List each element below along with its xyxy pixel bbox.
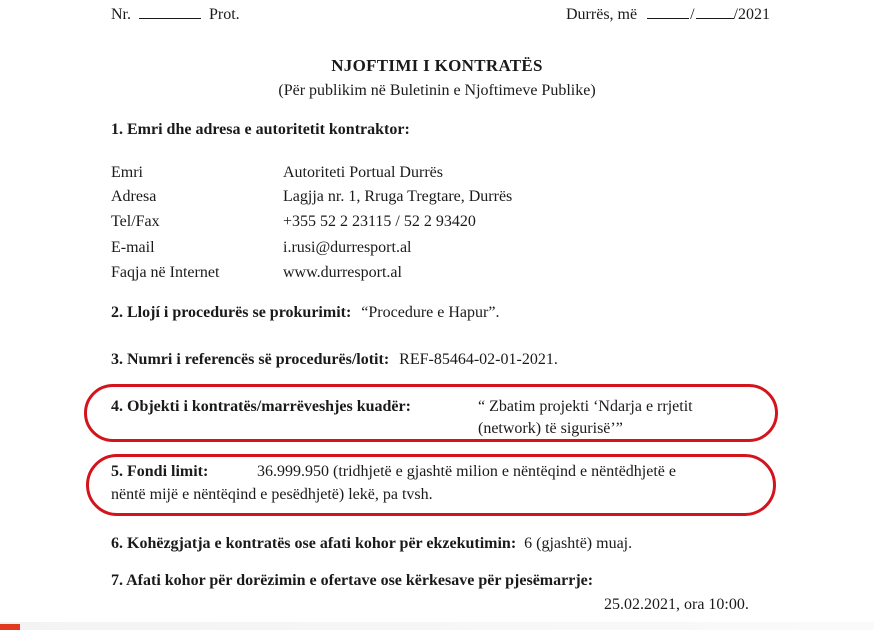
section2-value: “Procedure e Hapur”.	[361, 304, 500, 321]
header-date: Durrës, më / /2021	[566, 6, 770, 23]
section3-value: REF-85464-02-01-2021.	[399, 351, 558, 368]
section7-value: 25.02.2021, ora 10:00.	[604, 596, 749, 613]
section6-heading: 6. Kohëzgjatja e kontratës ose afati kohor për ekzekutimin:	[111, 535, 517, 552]
year-label: /2021	[733, 6, 770, 23]
section3	[111, 351, 558, 369]
section2	[111, 304, 499, 322]
label-adresa: Adresa	[111, 188, 157, 205]
section4-value-line1: “ Zbatim projekti ‘Ndarja e rrjetit	[478, 398, 693, 415]
label-emri: Emri	[111, 164, 143, 181]
section6-value: 6 (gjashtë) muaj.	[524, 535, 633, 552]
value-emri: Autoriteti Portual Durrës	[283, 164, 443, 181]
section3-heading: 3. Numri i referencës së procedurës/lotit:	[111, 351, 390, 368]
value-email: i.rusi@durresport.al	[283, 239, 412, 256]
nr-label: Nr.	[111, 6, 131, 23]
label-email: E-mail	[111, 239, 155, 256]
bottom-mark	[0, 624, 20, 630]
section2-heading: 2. Llojí i procedurës se prokurimit:	[111, 304, 352, 321]
section5-heading: 5. Fondi limit:	[111, 463, 209, 480]
value-website: www.durresport.al	[283, 264, 402, 281]
section5-value-line1: 36.999.950 (tridhjetë e gjashtë milion e nëntëqind e nëntëdhjetë e	[257, 463, 676, 480]
label-website: Faqja në Internet	[111, 264, 220, 281]
section4-heading: 4. Objekti i kontratës/marrëveshjes kuadër:	[111, 398, 411, 415]
value-telfax: +355 52 2 23115 / 52 2 93420	[283, 213, 476, 230]
value-adresa: Lagjja nr. 1, Rruga Tregtare, Durrës	[283, 188, 513, 205]
section6	[111, 535, 632, 553]
label-telfax: Tel/Fax	[111, 213, 160, 230]
section4-value-line2: (network) të sigurisë’”	[478, 420, 623, 437]
header-nr	[111, 4, 240, 24]
bottom-strip	[0, 622, 874, 630]
section5-value-line2: nëntë mijë e nëntëqind e pesëdhjetë) lekë, pa tvsh.	[111, 486, 433, 503]
nr-blank	[139, 4, 201, 19]
place-label: Durrës, më	[566, 6, 638, 23]
prot-label: Prot.	[209, 6, 240, 23]
month-blank	[696, 4, 734, 19]
day-blank	[647, 4, 689, 19]
page-subtitle: (Për publikim në Buletinin e Njoftimeve Publike)	[278, 82, 596, 99]
section7-heading: 7. Afati kohor për dorëzimin e ofertave ose kërkesave për pjesëmarrje:	[111, 572, 594, 589]
page-title: NJOFTIMI I KONTRATËS	[331, 56, 543, 75]
section1-heading: 1. Emri dhe adresa e autoritetit kontraktor:	[111, 121, 410, 138]
